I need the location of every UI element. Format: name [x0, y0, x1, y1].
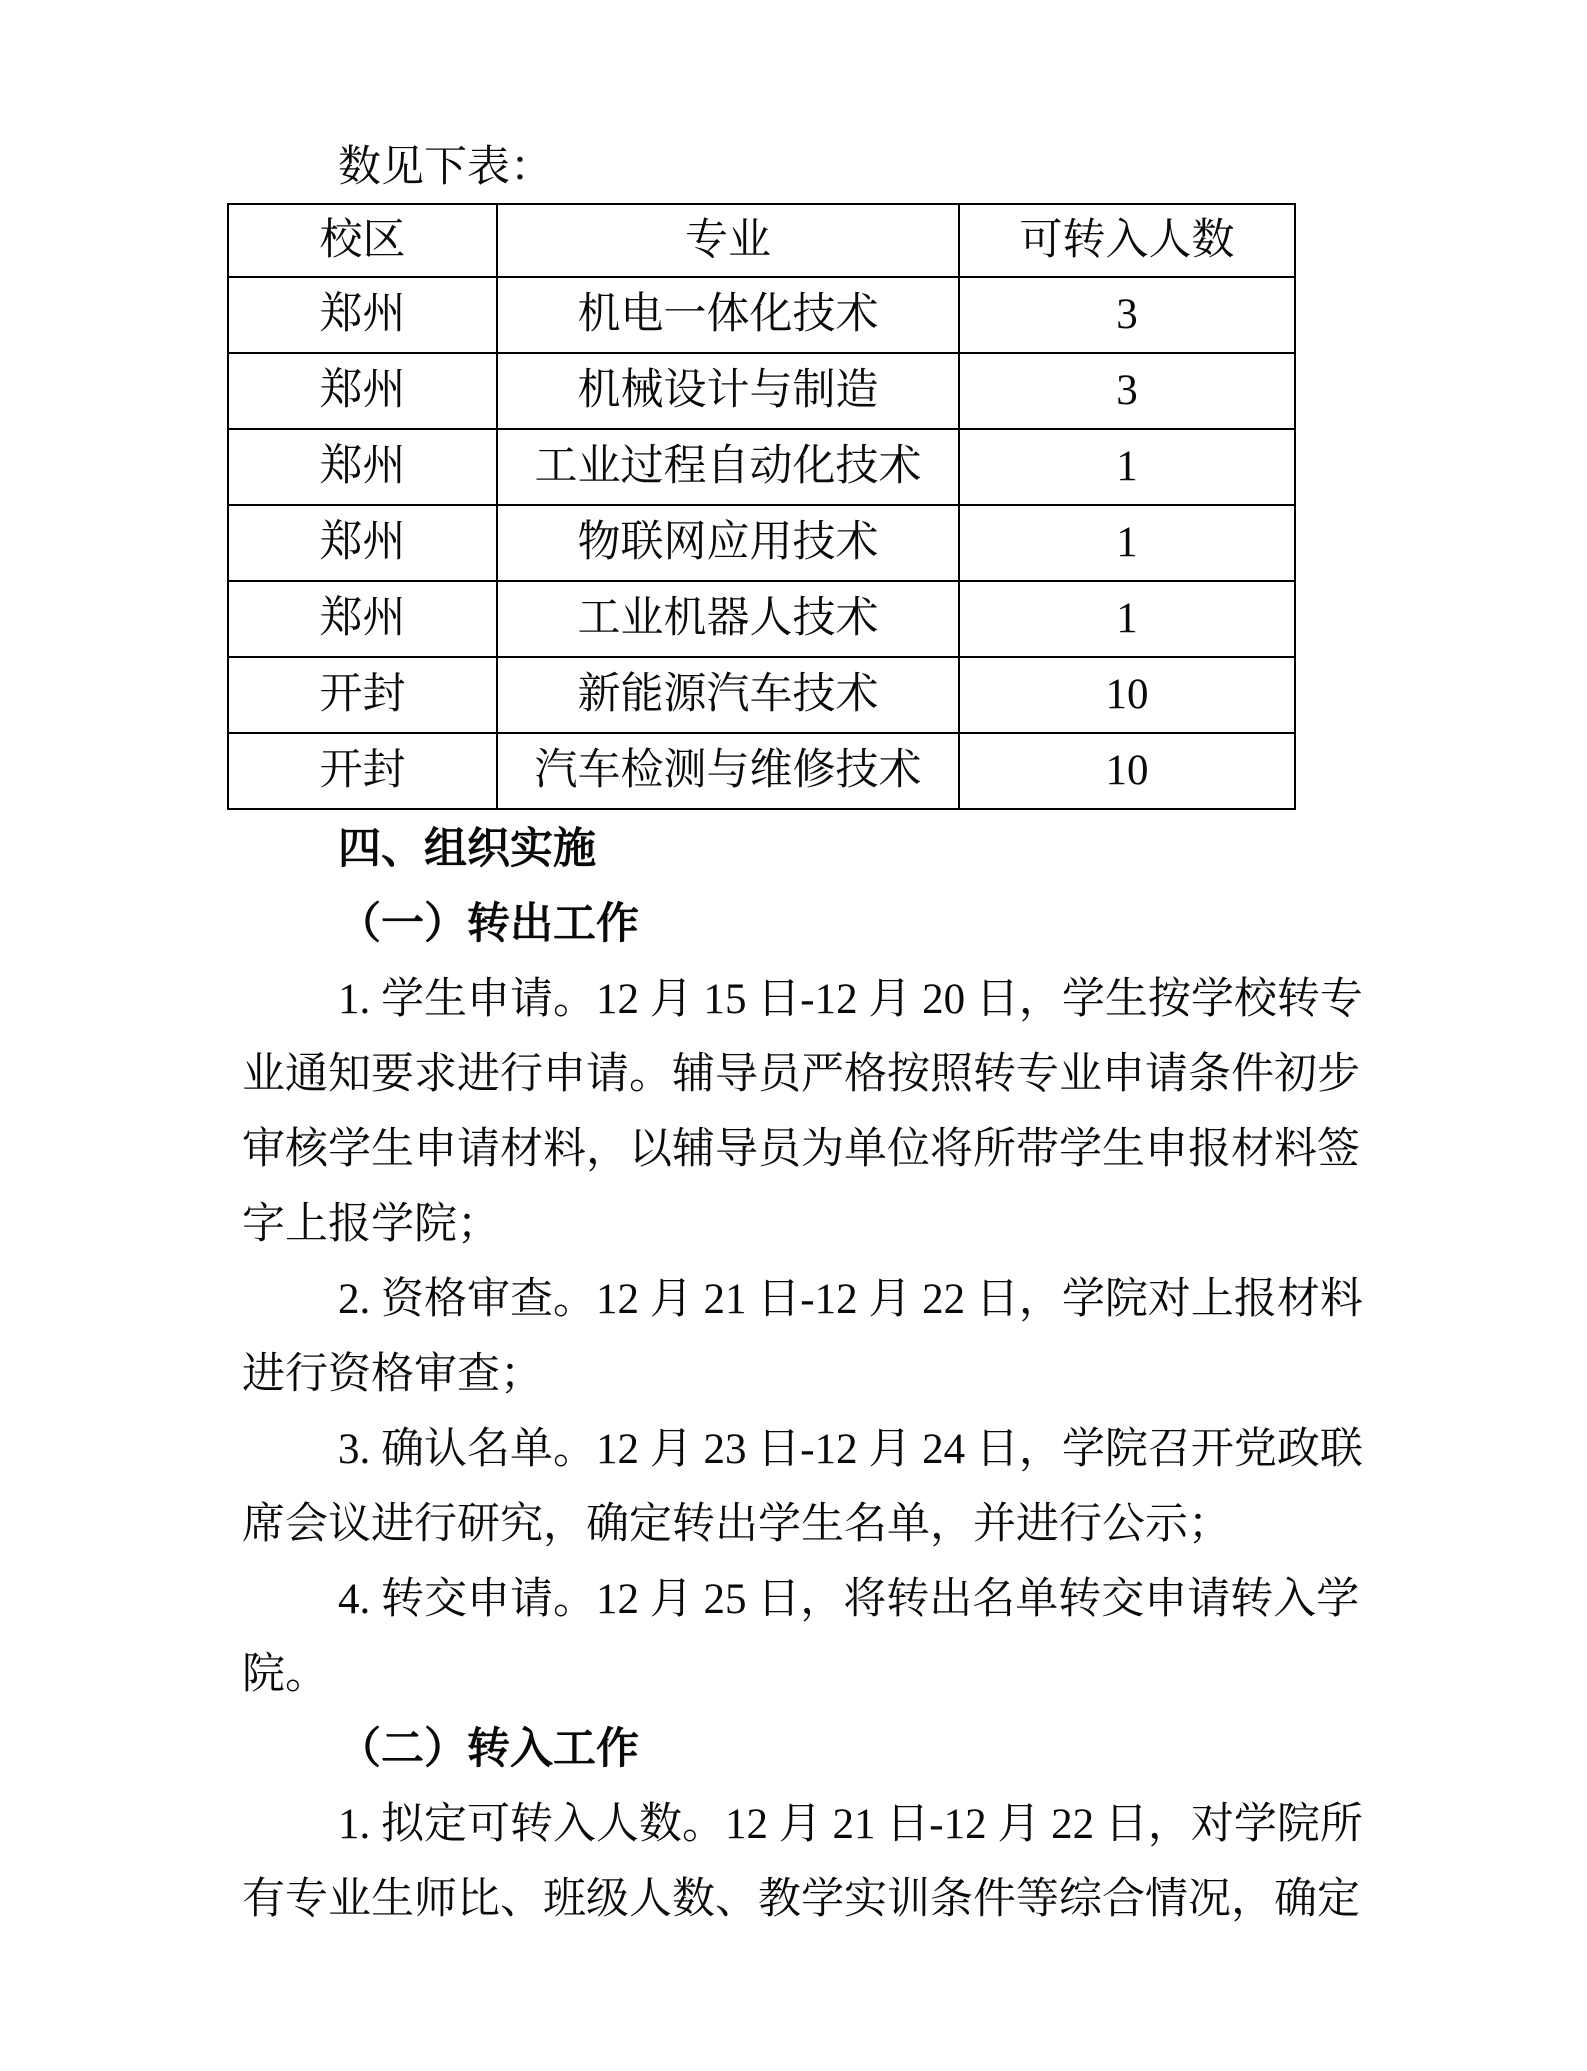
- table-header-row: [228, 204, 1295, 277]
- paragraph-line: 院。: [242, 1651, 328, 1698]
- intro-text: 数见下表：: [338, 144, 553, 191]
- paragraph-line: 1. 拟定可转入人数。12 月 21 日-12 月 22 日，对学院所: [338, 1801, 1363, 1848]
- table-row: [228, 353, 1295, 429]
- column-header-major: 专业: [497, 204, 959, 277]
- paragraph-line: 1. 学生申请。12 月 15 日-12 月 20 日，学生按学校转专: [338, 976, 1363, 1023]
- table-row: [228, 505, 1295, 581]
- table-row: [228, 657, 1295, 733]
- cell-campus: 郑州: [228, 353, 497, 429]
- paragraph-line: 字上报学院；: [242, 1201, 500, 1248]
- transfer-capacity-table: [227, 203, 1296, 810]
- column-header-campus: 校区: [228, 204, 497, 277]
- cell-campus: 郑州: [228, 429, 497, 505]
- cell-count: 10: [959, 733, 1295, 809]
- cell-count: 3: [959, 353, 1295, 429]
- cell-count: 10: [959, 657, 1295, 733]
- table-row: [228, 277, 1295, 353]
- column-header-count: 可转入人数: [959, 204, 1295, 277]
- document-content: [242, 0, 1363, 1937]
- paragraph-line: 有专业生师比、班级人数、教学实训条件等综合情况，确定: [242, 1876, 1360, 1923]
- cell-campus: 开封: [228, 733, 497, 809]
- paragraph-line: 业通知要求进行申请。辅导员严格按照转专业申请条件初步: [242, 1051, 1360, 1098]
- cell-major: 机电一体化技术: [497, 277, 959, 353]
- table-row: [228, 581, 1295, 657]
- cell-count: 1: [959, 505, 1295, 581]
- cell-major: 物联网应用技术: [497, 505, 959, 581]
- paragraph-line: 3. 确认名单。12 月 23 日-12 月 24 日，学院召开党政联: [338, 1426, 1363, 1473]
- subsection-1-heading: （一）转出工作: [338, 901, 639, 948]
- paragraph-line: 审核学生申请材料，以辅导员为单位将所带学生申报材料签: [242, 1126, 1360, 1173]
- table-row: [228, 733, 1295, 809]
- cell-major: 机械设计与制造: [497, 353, 959, 429]
- cell-count: 1: [959, 429, 1295, 505]
- cell-major: 工业过程自动化技术: [497, 429, 959, 505]
- table-row: [228, 429, 1295, 505]
- cell-campus: 郑州: [228, 505, 497, 581]
- cell-major: 新能源汽车技术: [497, 657, 959, 733]
- cell-campus: 郑州: [228, 581, 497, 657]
- cell-major: 汽车检测与维修技术: [497, 733, 959, 809]
- paragraph-line: 4. 转交申请。12 月 25 日，将转出名单转交申请转入学: [338, 1576, 1360, 1623]
- cell-campus: 郑州: [228, 277, 497, 353]
- subsection-2-heading: （二）转入工作: [338, 1726, 639, 1773]
- cell-major: 工业机器人技术: [497, 581, 959, 657]
- paragraph-line: 2. 资格审查。12 月 21 日-12 月 22 日，学院对上报材料: [338, 1276, 1363, 1323]
- cell-count: 3: [959, 277, 1295, 353]
- paragraph-line: 进行资格审查；: [242, 1351, 543, 1398]
- section-heading: 四、组织实施: [338, 825, 596, 873]
- paragraph-line: 席会议进行研究，确定转出学生名单，并进行公示；: [242, 1501, 1231, 1548]
- cell-count: 1: [959, 581, 1295, 657]
- cell-campus: 开封: [228, 657, 497, 733]
